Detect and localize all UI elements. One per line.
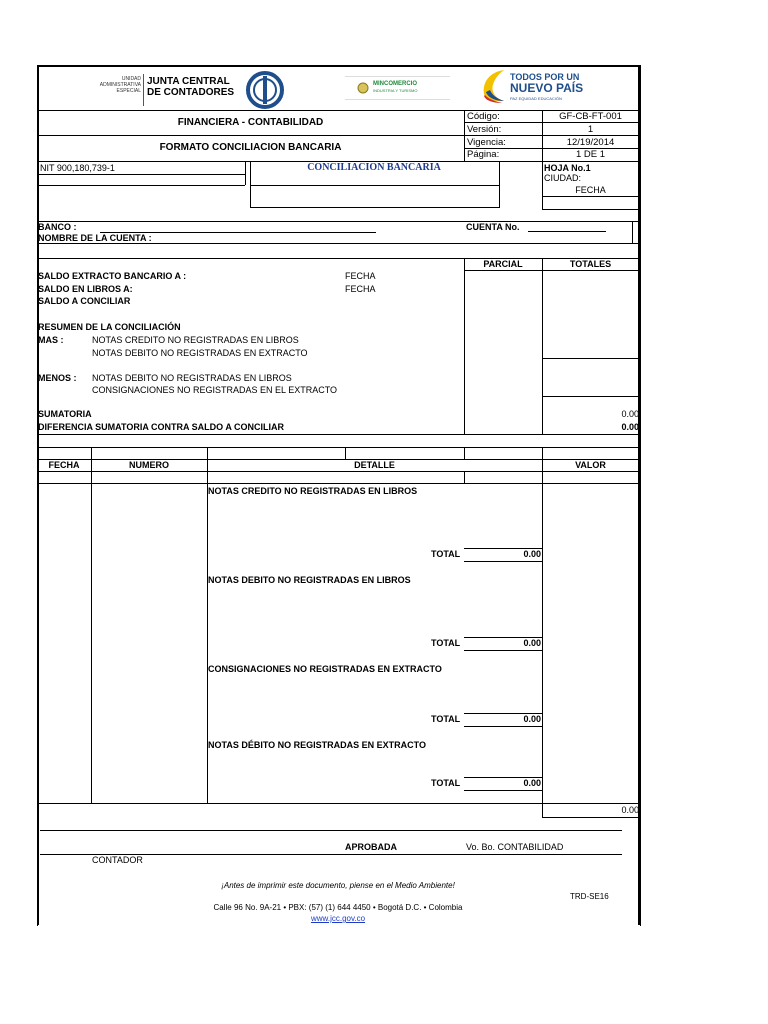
resumen-title: RESUMEN DE LA CONCILIACIÓN bbox=[38, 322, 181, 332]
todos-por-un-nuevo-pais-logo: TODOS POR UN NUEVO PAÍS PAZ EQUIDAD EDUCACIÓN bbox=[480, 66, 590, 106]
menos-item-1: NOTAS DEBITO NO REGISTRADAS EN LIBROS bbox=[92, 373, 292, 383]
saldo-conciliar: SALDO A CONCILIAR bbox=[38, 296, 131, 306]
meta-label-pagina: Página: bbox=[467, 149, 500, 160]
section-total-value: 0.00 bbox=[523, 549, 541, 559]
col-totales: TOTALES bbox=[569, 259, 612, 269]
contador-label: CONTADOR bbox=[92, 855, 143, 865]
section-title: CONCILIACION BANCARIA bbox=[307, 162, 441, 173]
section-total-label: TOTAL bbox=[431, 778, 461, 788]
cuenta-line[interactable] bbox=[528, 231, 606, 232]
jcc-emblem-icon bbox=[245, 70, 285, 110]
mas-label: MAS : bbox=[38, 335, 64, 345]
signature-line[interactable] bbox=[40, 830, 622, 831]
col-valor: VALOR bbox=[575, 460, 606, 470]
address: Calle 96 No. 9A-21 • PBX: (57) (1) 644 4450 • Bogotá D.C. • Colombia bbox=[213, 903, 463, 912]
jcc-logo: UNIDAD ADMINISTRATIVA ESPECIAL JUNTA CENTRAL DE CONTADORES bbox=[95, 70, 285, 110]
nombre-cuenta-label: NOMBRE DE LA CUENTA : bbox=[38, 233, 152, 243]
menos-item-2: CONSIGNACIONES NO REGISTRADAS EN EL EXTRACTO bbox=[92, 385, 338, 395]
detail-section-title: NOTAS CREDITO NO REGISTRADAS EN LIBROS bbox=[208, 486, 418, 496]
aprobada-label: APROBADA bbox=[345, 842, 398, 852]
ciudad-label: CIUDAD: bbox=[544, 173, 582, 183]
col-detalle: DETALLE bbox=[354, 460, 395, 470]
saldo-libros: SALDO EN LIBROS A: bbox=[38, 284, 133, 294]
banco-label: BANCO : bbox=[38, 222, 77, 232]
nit: NIT 900,180,739-1 bbox=[40, 163, 115, 173]
fecha-label: FECHA bbox=[575, 185, 606, 195]
detail-section-title: NOTAS DEBITO NO REGISTRADAS EN LIBROS bbox=[208, 575, 411, 585]
document-code: TRD-SE16 bbox=[570, 892, 609, 901]
col-parcial: PARCIAL bbox=[483, 259, 523, 269]
mincomercio-logo: MINCOMERCIO INDUSTRIA Y TURISMO bbox=[345, 76, 450, 100]
section-total-value: 0.00 bbox=[523, 638, 541, 648]
diferencia-value: 0.00 bbox=[621, 422, 639, 432]
sumatoria-label: SUMATORIA bbox=[38, 409, 92, 419]
meta-label-codigo: Código: bbox=[467, 111, 500, 122]
form-title: FORMATO CONCILIACION BANCARIA bbox=[159, 142, 342, 153]
fecha-libros: FECHA bbox=[345, 284, 376, 294]
department-title: FINANCIERA - CONTABILIDAD bbox=[177, 117, 324, 128]
section-total-value: 0.00 bbox=[523, 778, 541, 788]
col-fecha: FECHA bbox=[48, 460, 80, 470]
sumatoria-value: 0.00 bbox=[621, 409, 639, 419]
website-link[interactable]: www.jcc.gov.co bbox=[310, 914, 366, 923]
detail-section-title: CONSIGNACIONES NO REGISTRADAS EN EXTRACTO bbox=[208, 664, 442, 674]
meta-value-version: 1 bbox=[587, 124, 594, 135]
section-total-label: TOTAL bbox=[431, 549, 461, 559]
section-total-value: 0.00 bbox=[523, 714, 541, 724]
detail-section-title: NOTAS DÉBITO NO REGISTRADAS EN EXTRACTO bbox=[208, 740, 427, 750]
saldo-extracto: SALDO EXTRACTO BANCARIO A : bbox=[38, 271, 187, 281]
meta-label-version: Versión: bbox=[467, 124, 502, 135]
grand-total-value: 0.00 bbox=[621, 805, 639, 815]
diferencia-label: DIFERENCIA SUMATORIA CONTRA SALDO A CONCILIAR bbox=[38, 422, 284, 432]
cuenta-label: CUENTA No. bbox=[466, 222, 520, 232]
meta-value-pagina: 1 DE 1 bbox=[575, 149, 606, 160]
vobo-label: Vo. Bo. CONTABILIDAD bbox=[466, 842, 564, 852]
mas-item-2: NOTAS DEBITO NO REGISTRADAS EN EXTRACTO bbox=[92, 348, 308, 358]
section-total-label: TOTAL bbox=[431, 714, 461, 724]
mas-item-1: NOTAS CREDITO NO REGISTRADAS EN LIBROS bbox=[92, 335, 299, 345]
meta-value-codigo: GF-CB-FT-001 bbox=[559, 111, 622, 122]
colombia-seal-icon bbox=[357, 82, 369, 94]
meta-value-vigencia: 12/19/2014 bbox=[566, 137, 615, 148]
hoja-number: HOJA No.1 bbox=[544, 163, 591, 173]
flag-swoosh-icon bbox=[480, 68, 508, 104]
col-numero: NUMERO bbox=[129, 460, 169, 470]
fecha-extracto: FECHA bbox=[345, 271, 376, 281]
environment-notice: ¡Antes de imprimir este documento, piense en el Medio Ambiente! bbox=[221, 881, 455, 890]
menos-label: MENOS : bbox=[38, 373, 77, 383]
section-total-label: TOTAL bbox=[431, 638, 461, 648]
meta-label-vigencia: Vigencia: bbox=[467, 137, 506, 148]
